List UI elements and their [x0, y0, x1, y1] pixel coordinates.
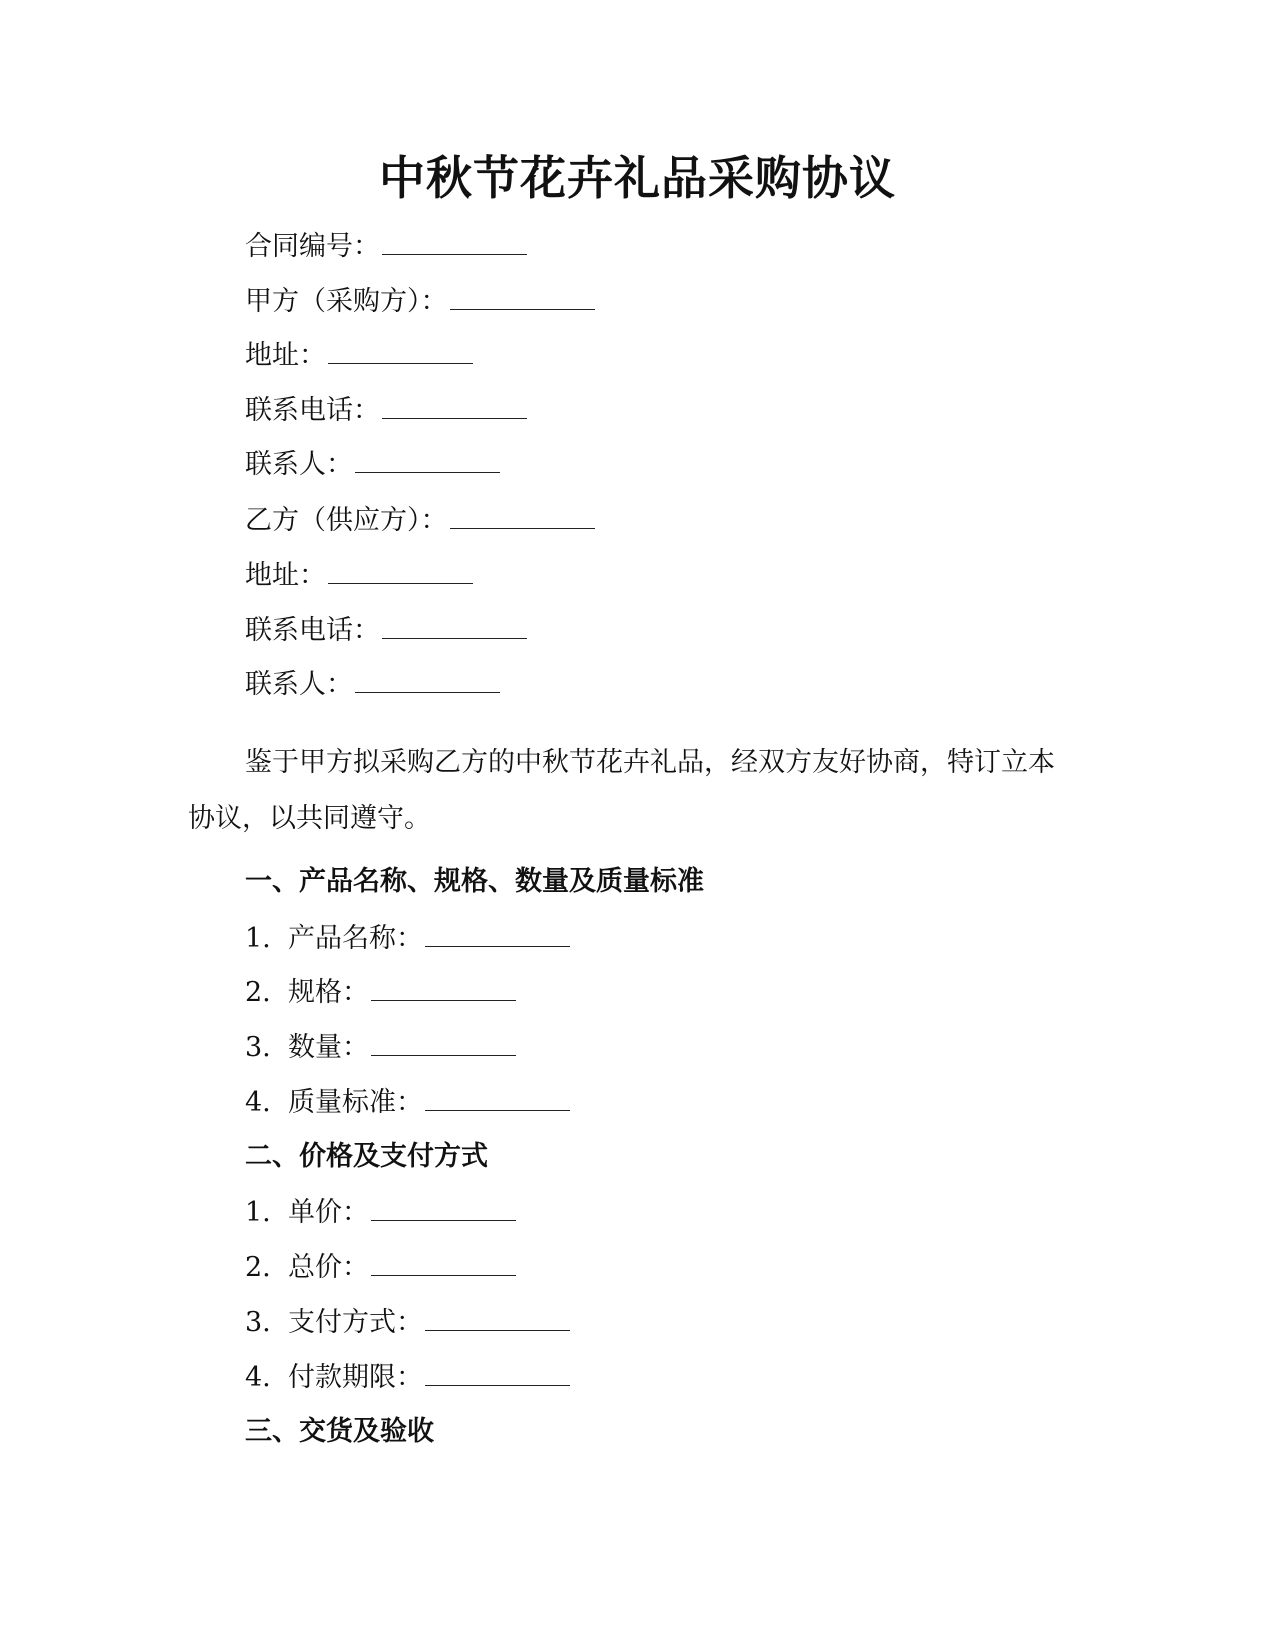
blank-line[interactable]: [382, 226, 527, 255]
blank-line[interactable]: [450, 281, 595, 310]
item-label: 数量：: [288, 1032, 369, 1063]
field-label: 甲方（采购方）：: [245, 286, 448, 317]
field-party-a-contact: [245, 444, 500, 484]
item-number: 4.: [245, 1087, 271, 1118]
blank-line[interactable]: [355, 444, 500, 473]
list-item: [245, 1027, 516, 1067]
item-number: 1.: [245, 1197, 271, 1228]
blank-line[interactable]: [328, 555, 473, 584]
item-number: 4.: [245, 1362, 271, 1393]
field-label: 联系电话：: [245, 395, 380, 426]
blank-line[interactable]: [371, 972, 516, 1001]
list-item: [245, 1302, 570, 1342]
item-number: 3.: [245, 1307, 271, 1338]
list-item: [245, 1247, 516, 1287]
blank-line[interactable]: [425, 1082, 570, 1111]
document-title: 中秋节花卉礼品采购协议: [379, 151, 896, 205]
list-item: [245, 1192, 516, 1232]
item-number: 2.: [245, 1252, 271, 1283]
intro-paragraph: 鉴于甲方拟采购乙方的中秋节花卉礼品，经双方友好协商，特订立本协议，以共同遵守。: [188, 747, 1055, 834]
blank-line[interactable]: [371, 1192, 516, 1221]
blank-line[interactable]: [450, 500, 595, 529]
blank-line[interactable]: [425, 1357, 570, 1386]
blank-line[interactable]: [425, 918, 570, 947]
list-item: [245, 918, 570, 958]
field-label: 联系人：: [245, 449, 353, 480]
list-item: [245, 1082, 570, 1122]
blank-line[interactable]: [371, 1247, 516, 1276]
blank-line[interactable]: [328, 335, 473, 364]
field-label: 地址：: [245, 340, 326, 371]
blank-line[interactable]: [382, 610, 527, 639]
field-label: 联系人：: [245, 669, 353, 700]
field-party-a-phone: [245, 390, 527, 430]
section-heading: 三、交货及验收: [245, 1416, 434, 1447]
section-heading: 一、产品名称、规格、数量及质量标准: [245, 866, 704, 897]
item-label: 规格：: [288, 977, 369, 1008]
list-item: [245, 972, 516, 1012]
field-label: 乙方（供应方）：: [245, 505, 448, 536]
item-label: 单价：: [288, 1197, 369, 1228]
blank-line[interactable]: [371, 1027, 516, 1056]
item-label: 总价：: [288, 1252, 369, 1283]
field-label: 合同编号：: [245, 231, 380, 262]
section-heading: 二、价格及支付方式: [245, 1141, 488, 1172]
field-contract-number: [245, 226, 527, 266]
item-number: 1.: [245, 923, 271, 954]
item-number: 2.: [245, 977, 271, 1008]
field-label: 联系电话：: [245, 615, 380, 646]
item-label: 支付方式：: [288, 1307, 423, 1338]
field-label: 地址：: [245, 560, 326, 591]
blank-line[interactable]: [355, 664, 500, 693]
blank-line[interactable]: [382, 390, 527, 419]
field-party-a: [245, 281, 595, 321]
field-party-b-address: [245, 555, 473, 595]
item-label: 付款期限：: [288, 1362, 423, 1393]
blank-line[interactable]: [425, 1302, 570, 1331]
item-number: 3.: [245, 1032, 271, 1063]
field-party-a-address: [245, 335, 473, 375]
item-label: 质量标准：: [288, 1087, 423, 1118]
list-item: [245, 1357, 570, 1397]
field-party-b-contact: [245, 664, 500, 704]
field-party-b-phone: [245, 610, 527, 650]
item-label: 产品名称：: [288, 923, 423, 954]
field-party-b: [245, 500, 595, 540]
